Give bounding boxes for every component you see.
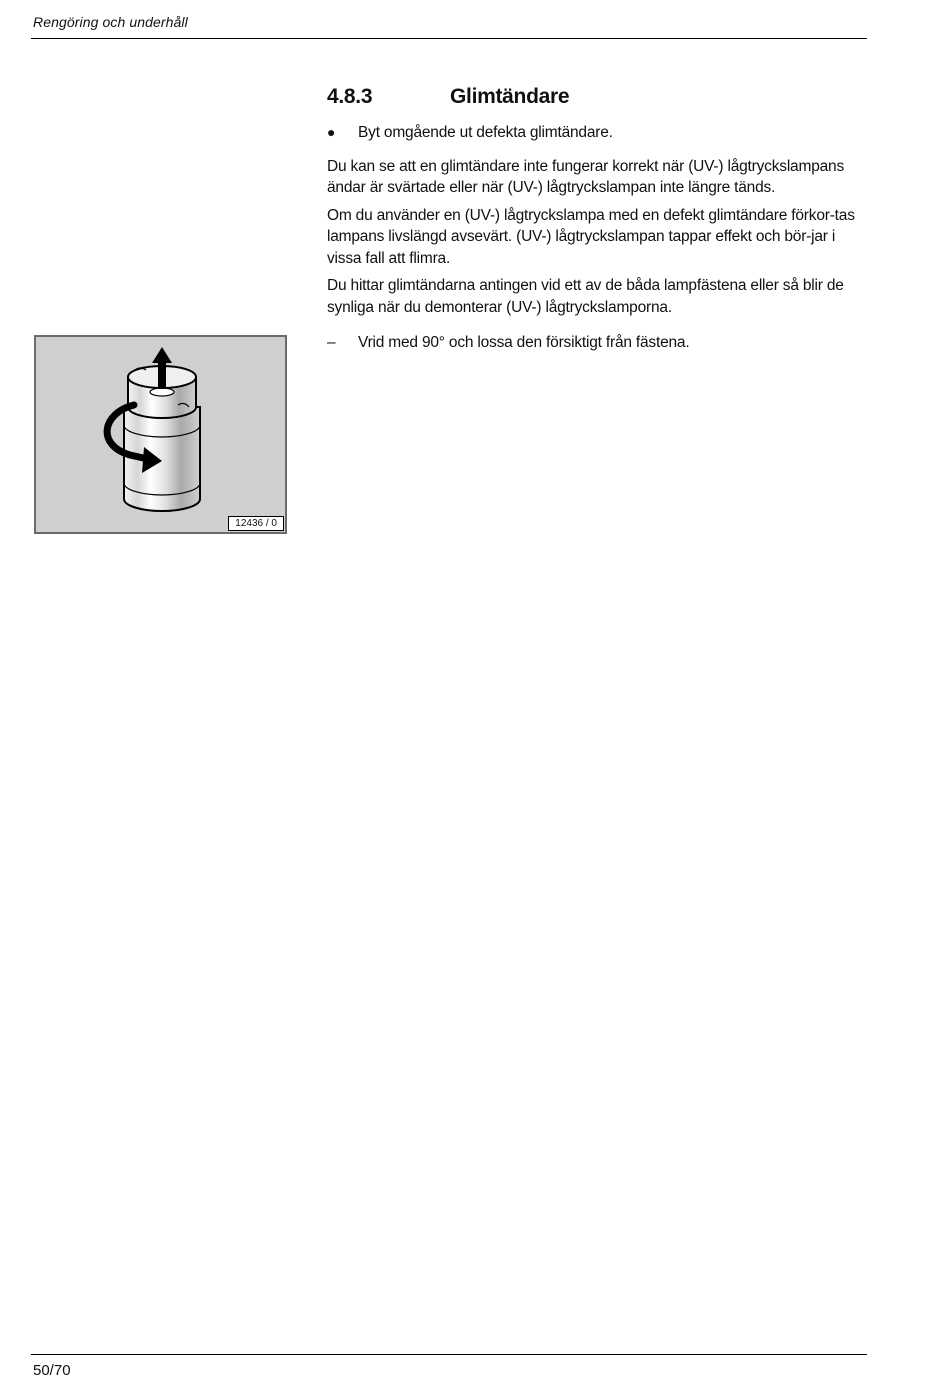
dash-icon: – bbox=[327, 334, 336, 351]
bullet-item bbox=[327, 122, 872, 144]
section-title: Glimtändare bbox=[450, 85, 570, 108]
page-number: 50/70 bbox=[33, 1362, 71, 1379]
paragraph: Du kan se att en glimtändare inte fungerar korrekt när (UV-) lågtryckslampans ändar är svärtade eller när (UV-) lågtryckslampan inte längre tänds. bbox=[327, 157, 845, 196]
figure bbox=[34, 335, 287, 534]
paragraph: Om du använder en (UV-) lågtryckslampa med en defekt glimtändare förkor-tas lampans livslängd avsevärt. (UV-) lågtryckslampan tappar effekt och bör-jar i vissa fall att flimra. bbox=[327, 206, 855, 267]
header-rule bbox=[31, 38, 867, 39]
footer-rule bbox=[31, 1354, 867, 1355]
bullet-icon: ● bbox=[327, 124, 336, 140]
starter-rotate-remove-illustration-icon bbox=[36, 337, 285, 532]
main-content bbox=[327, 84, 872, 366]
paragraph: Du hittar glimtändarna antingen vid ett av de båda lampfästena eller så blir de synliga när du demonterar (UV-) lågtryckslamporna. bbox=[327, 277, 844, 316]
running-header: Rengöring och underhåll bbox=[33, 14, 188, 30]
figure-label: 12436 / 0 bbox=[228, 516, 284, 531]
step-text: Vrid med 90° och lossa den försiktigt från fästena. bbox=[358, 334, 690, 351]
instruction-step bbox=[327, 332, 872, 354]
bullet-text: Byt omgående ut defekta glimtändare. bbox=[358, 124, 613, 141]
section-heading bbox=[327, 84, 872, 110]
section-number: 4.8.3 bbox=[327, 85, 373, 108]
